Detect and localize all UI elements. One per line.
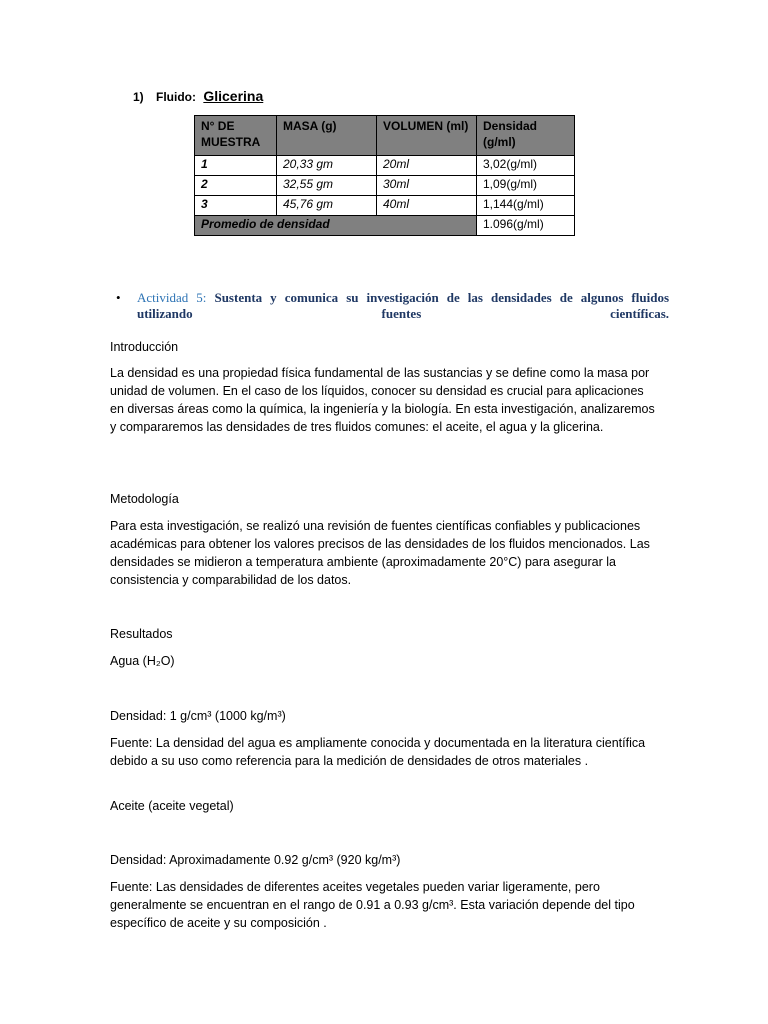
header-mass: MASA (g): [277, 116, 377, 156]
activity-item: [116, 290, 669, 322]
cell-volume: 30ml: [377, 176, 477, 196]
activity-line-2: [137, 306, 669, 322]
cell-density: 1,09(g/ml): [477, 176, 575, 196]
table-row: [195, 156, 575, 176]
cell-volume: 20ml: [377, 156, 477, 176]
header-volume: VOLUMEN (ml): [377, 116, 477, 156]
results-heading: Resultados: [110, 627, 173, 641]
section-heading: [133, 88, 269, 104]
header-density: Densidad (g/ml): [477, 116, 575, 156]
activity-word: fuentes: [381, 306, 422, 321]
cell-mass: 32,55 gm: [277, 176, 377, 196]
cell-sample: 1: [195, 156, 277, 176]
oil-heading: Aceite (aceite vegetal): [110, 799, 234, 813]
activity-word: científicas.: [610, 306, 669, 321]
activity-word: utilizando: [137, 306, 193, 321]
cell-sample: 3: [195, 196, 277, 216]
cell-mass: 45,76 gm: [277, 196, 377, 216]
water-source: Fuente: La densidad del agua es ampliamente conocida y documentada en la literatura científica debido a su uso como referencia para la medición de densidades de otros materiales .: [110, 736, 646, 768]
average-value: 1.096(g/ml): [477, 216, 575, 236]
cell-mass: 20,33 gm: [277, 156, 377, 176]
cell-density: 3,02(g/ml): [477, 156, 575, 176]
method-heading: Metodología: [110, 492, 179, 506]
cell-density: 1,144(g/ml): [477, 196, 575, 216]
section-label: Fluido:: [156, 90, 196, 104]
method-paragraph: Para esta investigación, se realizó una revisión de fuentes científicas confiables y publicaciones académicas para obtener los valores precisos de las densidades de los fluidos mencionados. Las densidades se midieron a temperatura ambiente (aproximadamente 20°C) para asegurar la consistencia y comparabilidad de los datos.: [110, 519, 650, 587]
cell-sample: 2: [195, 176, 277, 196]
water-density: Densidad: 1 g/cm³ (1000 kg/m³): [110, 709, 286, 723]
table-header-row: [195, 116, 575, 156]
header-sample: N° DE MUESTRA: [195, 116, 277, 156]
density-table: [194, 115, 575, 236]
average-row: [195, 216, 575, 236]
water-heading: Agua (H₂O): [110, 654, 175, 668]
oil-source: Fuente: Las densidades de diferentes aceites vegetales pueden variar ligeramente, pero generalmente se encuentran en el rango de 0.91 a 0.93 g/cm³. Esta variación depende del tipo específico de aceite y su composición .: [110, 880, 635, 930]
oil-density: Densidad: Aproximadamente 0.92 g/cm³ (920 kg/m³): [110, 853, 401, 867]
average-label: Promedio de densidad: [195, 216, 477, 236]
activity-line-1: [137, 290, 669, 306]
table-row: [195, 196, 575, 216]
activity-label: Actividad 5:: [137, 290, 207, 305]
intro-paragraph: La densidad es una propiedad física fundamental de las sustancias y se define como la masa por unidad de volumen. En el caso de los líquidos, conocer su densidad es crucial para aplicaciones en diversas áreas como la química, la ingeniería y la biología. En esta investigación, analizaremos y compararemos las densidades de tres fluidos comunes: el aceite, el agua y la glicerina.: [110, 366, 655, 434]
cell-volume: 40ml: [377, 196, 477, 216]
intro-heading: Introducción: [110, 340, 179, 354]
activity-text: Sustenta y comunica su investigación de las densidades de algunos fluidos: [214, 290, 670, 305]
section-number: 1): [133, 90, 144, 104]
table-row: [195, 176, 575, 196]
bullet: •: [116, 290, 121, 305]
fluid-name: Glicerina: [203, 88, 264, 104]
